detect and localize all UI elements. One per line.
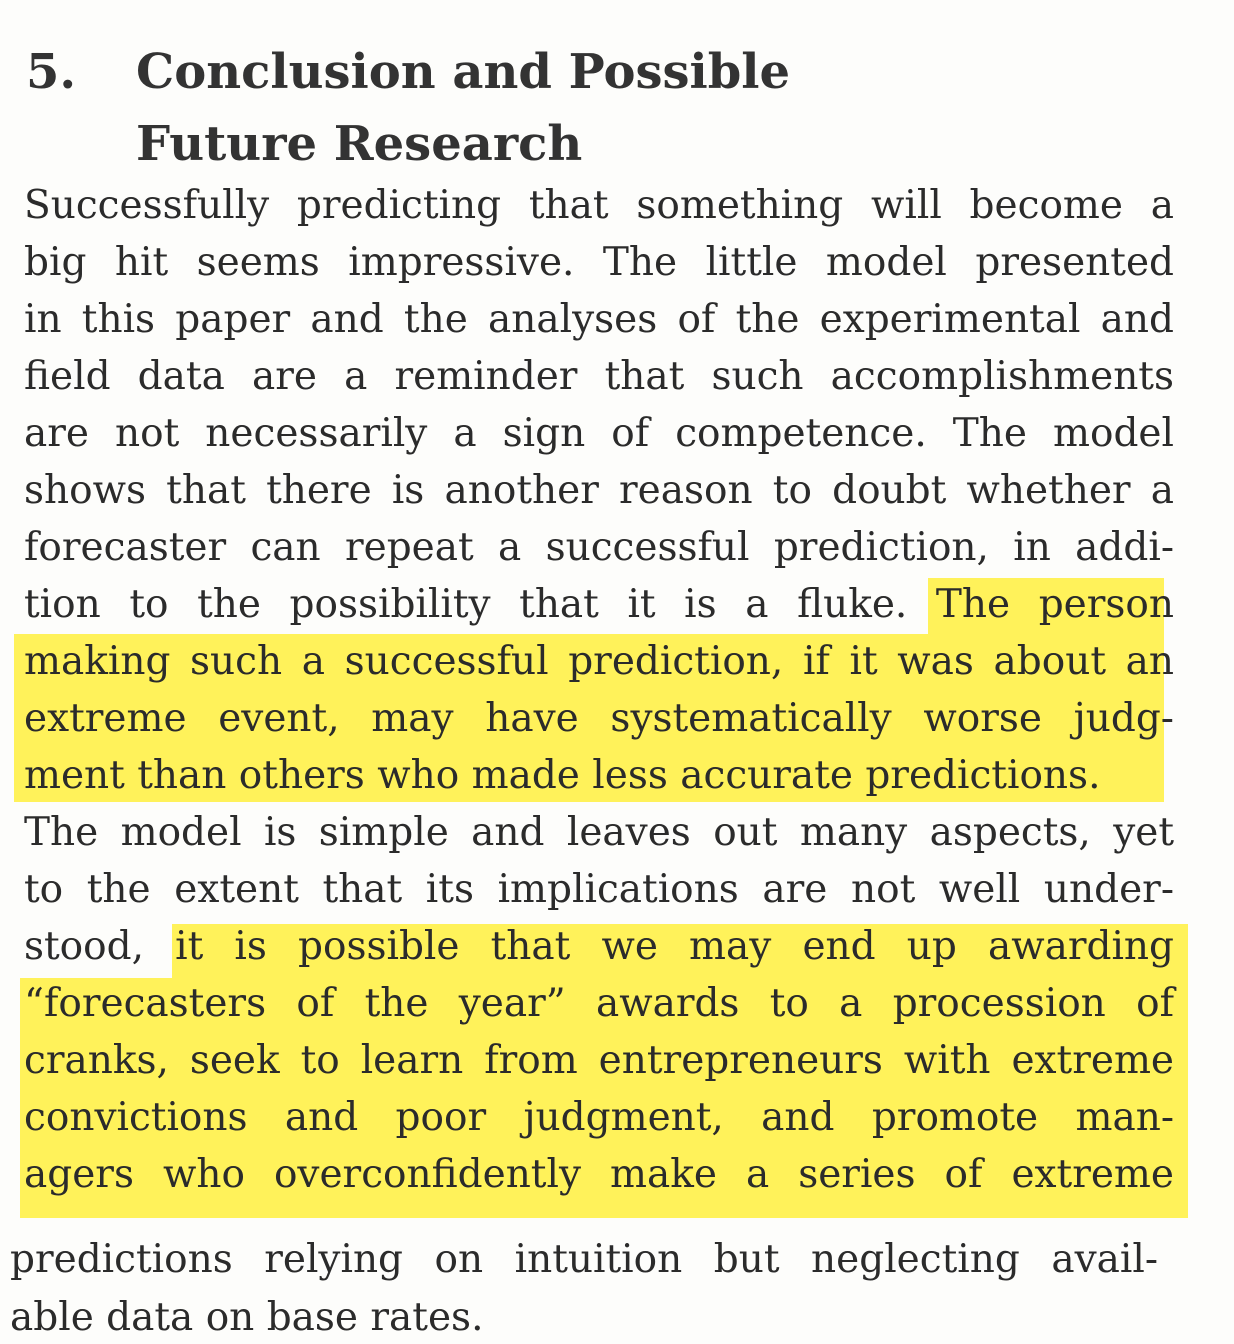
section-title-line-2: Future Research <box>136 116 583 172</box>
text-line: Successfully predicting that something will become a <box>24 183 1174 228</box>
text-line: stood, it is possible that we may end up awarding <box>24 924 1174 969</box>
text-line: extreme event, may have systematically worse judg- <box>24 696 1174 741</box>
text-line: in this paper and the analyses of the experimental and <box>24 297 1174 342</box>
text-line: tion to the possibility that it is a fluke. The person <box>24 582 1174 627</box>
section-number: 5. <box>26 44 77 100</box>
text-line: “forecasters of the year” awards to a procession of <box>24 981 1174 1026</box>
text-line: predictions relying on intuition but neglecting avail- <box>10 1237 1158 1282</box>
text-line: The model is simple and leaves out many aspects, yet <box>24 810 1174 855</box>
text-line: big hit seems impressive. The little model presented <box>24 240 1174 285</box>
text-line: ment than others who made less accurate predictions. <box>24 753 1101 798</box>
text-line: agers who overconfidently make a series of extreme <box>24 1152 1174 1197</box>
section-title-line-1: Conclusion and Possible <box>136 44 791 100</box>
text-line: able data on base rates. <box>10 1295 484 1340</box>
text-line: convictions and poor judgment, and promote man- <box>24 1095 1174 1140</box>
text-line: are not necessarily a sign of competence. The model <box>24 411 1174 456</box>
text-line: to the extent that its implications are not well under- <box>24 867 1174 912</box>
text-line: shows that there is another reason to doubt whether a <box>24 468 1174 513</box>
text-line: making such a successful prediction, if it was about an <box>24 639 1174 684</box>
text-line: forecaster can repeat a successful prediction, in addi- <box>24 525 1174 570</box>
text-line: field data are a reminder that such accomplishments <box>24 354 1174 399</box>
text-line: cranks, seek to learn from entrepreneurs with extreme <box>24 1038 1174 1083</box>
section-title <box>136 36 896 180</box>
